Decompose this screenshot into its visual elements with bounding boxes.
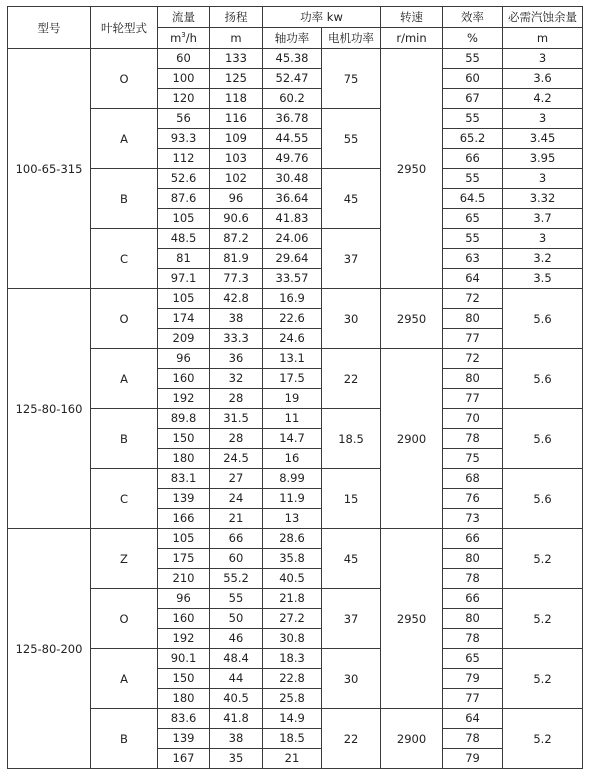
head-cell: 103: [210, 149, 263, 169]
shaft-power-cell: 40.5: [263, 569, 322, 589]
flow-cell: 150: [158, 669, 210, 689]
npsh-cell: 5.2: [503, 649, 583, 709]
table-row: [8, 589, 583, 609]
shaft-power-cell: 17.5: [263, 369, 322, 389]
head-cell: 24.5: [210, 449, 263, 469]
head-cell: 40.5: [210, 689, 263, 709]
efficiency-cell: 66: [443, 589, 503, 609]
table-row: [8, 529, 583, 549]
impeller-cell: O: [91, 289, 158, 349]
npsh-cell: 3.5: [503, 269, 583, 289]
flow-cell: 180: [158, 689, 210, 709]
shaft-power-cell: 30.8: [263, 629, 322, 649]
efficiency-cell: 64: [443, 269, 503, 289]
shaft-power-cell: 8.99: [263, 469, 322, 489]
flow-cell: 81: [158, 249, 210, 269]
shaft-power-cell: 21.8: [263, 589, 322, 609]
npsh-cell: 3.45: [503, 129, 583, 149]
head-cell: 125: [210, 69, 263, 89]
head-cell: 66: [210, 529, 263, 549]
npsh-cell: 3: [503, 169, 583, 189]
flow-cell: 112: [158, 149, 210, 169]
npsh-cell: 3.6: [503, 69, 583, 89]
motor-power-cell: 30: [322, 289, 381, 349]
flow-cell: 96: [158, 349, 210, 369]
efficiency-cell: 75: [443, 449, 503, 469]
speed-cell: 2950: [381, 289, 443, 349]
flow-cell: 105: [158, 209, 210, 229]
motor-power-cell: 22: [322, 709, 381, 769]
impeller-cell: C: [91, 469, 158, 529]
head-cell: 36: [210, 349, 263, 369]
flow-cell: 93.3: [158, 129, 210, 149]
shaft-power-cell: 25.8: [263, 689, 322, 709]
shaft-power-cell: 35.8: [263, 549, 322, 569]
npsh-cell: 5.6: [503, 409, 583, 469]
head-cell: 48.4: [210, 649, 263, 669]
motor-power-cell: 37: [322, 229, 381, 289]
efficiency-cell: 78: [443, 629, 503, 649]
table-row: [8, 109, 583, 129]
efficiency-cell: 55: [443, 169, 503, 189]
col-header-flow: 流量: [158, 7, 210, 28]
shaft-power-cell: 30.48: [263, 169, 322, 189]
flow-cell: 192: [158, 629, 210, 649]
npsh-cell: 5.2: [503, 709, 583, 769]
motor-power-cell: 45: [322, 529, 381, 589]
efficiency-cell: 73: [443, 509, 503, 529]
impeller-cell: A: [91, 649, 158, 709]
npsh-cell: 3.32: [503, 189, 583, 209]
head-cell: 50: [210, 609, 263, 629]
model-cell: 100-65-315: [8, 49, 91, 289]
efficiency-cell: 55: [443, 49, 503, 69]
model-cell: 125-80-200: [8, 529, 91, 769]
col-header-impeller: 叶轮型式: [91, 7, 158, 49]
flow-cell: 97.1: [158, 269, 210, 289]
efficiency-cell: 80: [443, 609, 503, 629]
efficiency-cell: 78: [443, 569, 503, 589]
impeller-cell: C: [91, 229, 158, 289]
efficiency-cell: 64.5: [443, 189, 503, 209]
shaft-power-cell: 36.78: [263, 109, 322, 129]
shaft-power-cell: 29.64: [263, 249, 322, 269]
efficiency-cell: 55: [443, 109, 503, 129]
table-row: [8, 409, 583, 429]
impeller-cell: O: [91, 589, 158, 649]
head-cell: 32: [210, 369, 263, 389]
npsh-cell: 4.2: [503, 89, 583, 109]
efficiency-cell: 63: [443, 249, 503, 269]
head-cell: 90.6: [210, 209, 263, 229]
col-header-shaft-power: 轴功率: [263, 28, 322, 49]
motor-power-cell: 15: [322, 469, 381, 529]
head-cell: 28: [210, 429, 263, 449]
speed-cell: 2900: [381, 709, 443, 769]
head-cell: 38: [210, 729, 263, 749]
efficiency-cell: 78: [443, 729, 503, 749]
flow-cell: 120: [158, 89, 210, 109]
unit-efficiency: %: [443, 28, 503, 49]
npsh-cell: 5.6: [503, 289, 583, 349]
table-row: [8, 709, 583, 729]
efficiency-cell: 60: [443, 69, 503, 89]
head-cell: 28: [210, 389, 263, 409]
impeller-cell: B: [91, 169, 158, 229]
motor-power-cell: 75: [322, 49, 381, 109]
shaft-power-cell: 16.9: [263, 289, 322, 309]
efficiency-cell: 77: [443, 329, 503, 349]
efficiency-cell: 80: [443, 309, 503, 329]
flow-cell: 90.1: [158, 649, 210, 669]
motor-power-cell: 22: [322, 349, 381, 409]
npsh-cell: 3: [503, 109, 583, 129]
shaft-power-cell: 22.8: [263, 669, 322, 689]
flow-cell: 210: [158, 569, 210, 589]
npsh-cell: 3: [503, 49, 583, 69]
flow-cell: 83.1: [158, 469, 210, 489]
efficiency-cell: 79: [443, 749, 503, 769]
efficiency-cell: 66: [443, 529, 503, 549]
shaft-power-cell: 33.57: [263, 269, 322, 289]
shaft-power-cell: 44.55: [263, 129, 322, 149]
speed-cell: 2900: [381, 349, 443, 529]
head-cell: 60: [210, 549, 263, 569]
shaft-power-cell: 27.2: [263, 609, 322, 629]
flow-cell: 56: [158, 109, 210, 129]
npsh-cell: 5.6: [503, 349, 583, 409]
efficiency-cell: 55: [443, 229, 503, 249]
efficiency-cell: 70: [443, 409, 503, 429]
col-header-model: 型号: [8, 7, 91, 49]
flow-cell: 209: [158, 329, 210, 349]
table-row: [8, 289, 583, 309]
efficiency-cell: 67: [443, 89, 503, 109]
head-cell: 41.8: [210, 709, 263, 729]
efficiency-cell: 66: [443, 149, 503, 169]
flow-cell: 160: [158, 609, 210, 629]
table-row: [8, 169, 583, 189]
shaft-power-cell: 36.64: [263, 189, 322, 209]
flow-cell: 192: [158, 389, 210, 409]
flow-cell: 105: [158, 529, 210, 549]
flow-cell: 48.5: [158, 229, 210, 249]
shaft-power-cell: 16: [263, 449, 322, 469]
speed-cell: 2950: [381, 49, 443, 289]
flow-cell: 83.6: [158, 709, 210, 729]
flow-cell: 87.6: [158, 189, 210, 209]
motor-power-cell: 55: [322, 109, 381, 169]
motor-power-cell: 45: [322, 169, 381, 229]
flow-cell: 166: [158, 509, 210, 529]
flow-cell: 89.8: [158, 409, 210, 429]
table-row: [8, 229, 583, 249]
shaft-power-cell: 24.06: [263, 229, 322, 249]
head-cell: 35: [210, 749, 263, 769]
unit-npsh: m: [503, 28, 583, 49]
table-row: [8, 49, 583, 69]
col-header-head: 扬程: [210, 7, 263, 28]
efficiency-cell: 65.2: [443, 129, 503, 149]
shaft-power-cell: 41.83: [263, 209, 322, 229]
shaft-power-cell: 28.6: [263, 529, 322, 549]
head-cell: 87.2: [210, 229, 263, 249]
header-row-1: [8, 7, 583, 28]
shaft-power-cell: 13.1: [263, 349, 322, 369]
col-header-efficiency: 效率: [443, 7, 503, 28]
shaft-power-cell: 24.6: [263, 329, 322, 349]
flow-cell: 96: [158, 589, 210, 609]
efficiency-cell: 77: [443, 389, 503, 409]
head-cell: 46: [210, 629, 263, 649]
shaft-power-cell: 45.38: [263, 49, 322, 69]
efficiency-cell: 68: [443, 469, 503, 489]
efficiency-cell: 72: [443, 289, 503, 309]
table-row: [8, 469, 583, 489]
npsh-cell: 3: [503, 229, 583, 249]
shaft-power-cell: 19: [263, 389, 322, 409]
shaft-power-cell: 49.76: [263, 149, 322, 169]
motor-power-cell: 18.5: [322, 409, 381, 469]
motor-power-cell: 30: [322, 649, 381, 709]
efficiency-cell: 78: [443, 429, 503, 449]
table-row: [8, 349, 583, 369]
flow-cell: 174: [158, 309, 210, 329]
shaft-power-cell: 60.2: [263, 89, 322, 109]
npsh-cell: 3.2: [503, 249, 583, 269]
col-header-speed: 转速: [381, 7, 443, 28]
flow-cell: 139: [158, 489, 210, 509]
head-cell: 42.8: [210, 289, 263, 309]
efficiency-cell: 79: [443, 669, 503, 689]
shaft-power-cell: 18.3: [263, 649, 322, 669]
flow-cell: 60: [158, 49, 210, 69]
shaft-power-cell: 52.47: [263, 69, 322, 89]
table-body: [8, 49, 583, 769]
head-cell: 118: [210, 89, 263, 109]
head-cell: 44: [210, 669, 263, 689]
shaft-power-cell: 11: [263, 409, 322, 429]
shaft-power-cell: 14.9: [263, 709, 322, 729]
impeller-cell: B: [91, 409, 158, 469]
col-header-npsh: 必需汽蚀余量: [503, 7, 583, 28]
col-header-motor-power: 电机功率: [322, 28, 381, 49]
head-cell: 96: [210, 189, 263, 209]
impeller-cell: Z: [91, 529, 158, 589]
head-cell: 116: [210, 109, 263, 129]
flow-cell: 167: [158, 749, 210, 769]
head-cell: 55.2: [210, 569, 263, 589]
shaft-power-cell: 18.5: [263, 729, 322, 749]
npsh-cell: 3.7: [503, 209, 583, 229]
head-cell: 38: [210, 309, 263, 329]
unit-head: m: [210, 28, 263, 49]
impeller-cell: O: [91, 49, 158, 109]
shaft-power-cell: 22.6: [263, 309, 322, 329]
unit-flow: $m^3/h$: [158, 28, 210, 49]
npsh-cell: 3.95: [503, 149, 583, 169]
npsh-cell: 5.2: [503, 529, 583, 589]
flow-cell: 52.6: [158, 169, 210, 189]
efficiency-cell: 77: [443, 689, 503, 709]
impeller-cell: B: [91, 709, 158, 769]
head-cell: 55: [210, 589, 263, 609]
speed-cell: 2950: [381, 529, 443, 709]
unit-speed: r/min: [381, 28, 443, 49]
head-cell: 133: [210, 49, 263, 69]
flow-cell: 100: [158, 69, 210, 89]
head-cell: 27: [210, 469, 263, 489]
flow-cell: 139: [158, 729, 210, 749]
head-cell: 102: [210, 169, 263, 189]
motor-power-cell: 37: [322, 589, 381, 649]
efficiency-cell: 72: [443, 349, 503, 369]
efficiency-cell: 76: [443, 489, 503, 509]
flow-cell: 180: [158, 449, 210, 469]
head-cell: 31.5: [210, 409, 263, 429]
flow-cell: 175: [158, 549, 210, 569]
flow-cell: 105: [158, 289, 210, 309]
efficiency-cell: 65: [443, 649, 503, 669]
impeller-cell: A: [91, 349, 158, 409]
shaft-power-cell: 13: [263, 509, 322, 529]
efficiency-cell: 80: [443, 549, 503, 569]
head-cell: 109: [210, 129, 263, 149]
head-cell: 81.9: [210, 249, 263, 269]
model-cell: 125-80-160: [8, 289, 91, 529]
flow-cell: 150: [158, 429, 210, 449]
table-row: [8, 649, 583, 669]
head-cell: 21: [210, 509, 263, 529]
head-cell: 24: [210, 489, 263, 509]
shaft-power-cell: 11.9: [263, 489, 322, 509]
col-header-power: 功率 kw: [263, 7, 381, 28]
head-cell: 77.3: [210, 269, 263, 289]
efficiency-cell: 80: [443, 369, 503, 389]
pump-performance-table: [7, 6, 583, 769]
shaft-power-cell: 14.7: [263, 429, 322, 449]
npsh-cell: 5.6: [503, 469, 583, 529]
impeller-cell: A: [91, 109, 158, 169]
efficiency-cell: 65: [443, 209, 503, 229]
npsh-cell: 5.2: [503, 589, 583, 649]
head-cell: 33.3: [210, 329, 263, 349]
efficiency-cell: 64: [443, 709, 503, 729]
flow-cell: 160: [158, 369, 210, 389]
shaft-power-cell: 21: [263, 749, 322, 769]
